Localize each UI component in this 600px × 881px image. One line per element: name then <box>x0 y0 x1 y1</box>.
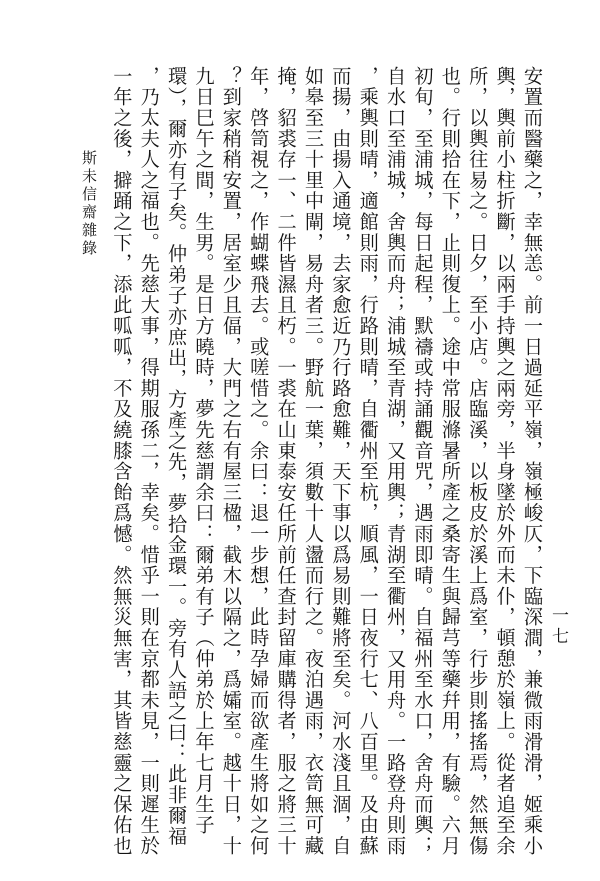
text-column: 一年之後，擗踊之下，添此呱呱，不及繞膝含飴爲憾。然無災無害，其皆慈靈之保佑也 <box>110 66 134 857</box>
text-column: 所，以輿往易之。日夕，至小店。店臨溪，以板皮於溪上爲室，行步則搖搖焉，然無傷 <box>466 66 490 857</box>
text-column: 而揚，由揚入通境，去家愈近乃行路愈難，天下事以爲易則難將至矣。河水淺且涸，自 <box>329 66 353 857</box>
text-column: 如皋至三十里中閘，易舟者三。野航一葉，須數十人盪而行之。夜泊遇雨，衣笥無可藏 <box>302 66 325 857</box>
text-column: 初旬，至浦城，每日起程，默禱或持誦觀音咒，遇雨即晴。自福州至水口，舍舟而輿； <box>411 66 435 857</box>
page-number: 一七 <box>548 606 568 648</box>
text-column: ，乃太夫人之福也。先慈大事，得期服孫二，幸矣。惜乎一則在京都未見，一則遲生於 <box>137 66 161 857</box>
text-column: 環），爾亦有子矣。仲弟子亦庶出，方產之先，夢拾金環一。旁有人語之曰：此非爾福 <box>165 66 189 847</box>
text-column: 年，啓笥視之，作蝴蝶飛去。或嗟惜之。余曰：退一步想，此時孕婦而欲產生將如之何 <box>247 66 271 857</box>
text-column: 九日巳午之間，生男。是日方曉時，夢先慈謂余曰：爾弟有子（仲弟於上年七月生子 <box>192 66 216 836</box>
text-column: ？到家稍稍安置，居室少且偪，大門之右有屋三楹，截木以隔之，爲孀室。越十日，十 <box>219 66 243 857</box>
text-column: 輿，輿前小柱折斷，以兩手持輿之兩旁，半身墜於外而未仆，頓憩於嶺上。從者追至余 <box>493 66 517 857</box>
text-column: 掩，貂裘存一、二件皆濕且朽。一裘在山東泰安任所前任查封留庫購得者，服之將三十 <box>274 66 298 857</box>
text-column: 也。行則拾在下，止則復上。途中常服滌暑所產之桑寄生與歸芎等藥幷用，有驗。六月 <box>438 66 462 857</box>
text-column: ，乘輿則晴，適館則雨，行路則晴，自衢州至杭，順風，一日夜行七、八百里。及由蘇 <box>356 66 380 857</box>
text-block <box>108 66 546 866</box>
text-column: 自水口至浦城，舍輿而舟；浦城至青湖，又用輿；青湖至衢州，又用舟。一路登舟則雨 <box>384 66 408 857</box>
text-column: 安置而醫藥之，幸無恙。前一日過延平嶺，嶺極峻仄，下臨深澗，兼微雨滑滑，姬乘小 <box>521 66 544 857</box>
running-title: 斯未信齋雜錄 <box>80 150 98 258</box>
